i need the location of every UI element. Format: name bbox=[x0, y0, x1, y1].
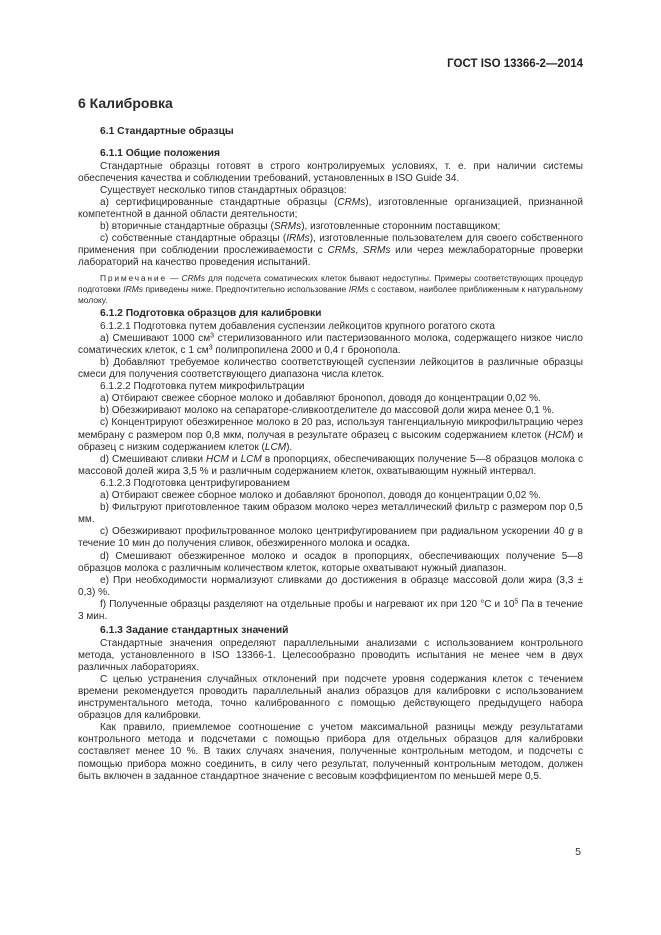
document-header: ГОСТ ISO 13366-2—2014 bbox=[447, 58, 583, 70]
sub-subsection-6-1-2-3: 6.1.2.3 Подготовка центрифугированием bbox=[100, 477, 290, 489]
list-item-d: d) Смешивают обезжиренное молоко и осадок в пропорциях, обеспечивающих получение 5—8 образцов молока с различным количеством клеток, которые охватывают нужный диапазон. bbox=[78, 550, 583, 574]
list-item-b: b) Фильтруют приготовленное таким образом молоко через металлический фильтр с размером пор 0,5 мм. bbox=[78, 502, 583, 526]
section-title: 6 Калибровка bbox=[78, 95, 173, 111]
list-item-b: b) вторичные стандартные образцы (SRMs), изготовленные сторонним поставщиком; bbox=[100, 221, 501, 233]
paragraph: Стандартные значения определяют параллельными анализами с использованием контрольного метода, установленного в ISO 13366-1. Целесообразно проводить испытания не менее чем в двух различных лабораториях. bbox=[78, 637, 583, 673]
list-item-f: f) Полученные образцы разделяют на отдельные пробы и нагревают их при 120 °С и $10^5$ Па в течение 3 мин. bbox=[78, 598, 583, 622]
list-item-a: a) Отбирают свежее сборное молоко и добавляют бронопол, доводя до концентрации 0,02 %. bbox=[100, 393, 541, 405]
paragraph: Существует несколько типов стандартных образцов: bbox=[100, 184, 347, 196]
paragraph: С целью устранения случайных отклонений при подсчете уровня содержания клеток с течением времени рекомендуется проводить параллельный анализ образцов для калибровки с использованием инструментального метода, точно калиброванного с помощью действующего предыдущего набора образцов для калибровки. bbox=[78, 673, 583, 722]
sub-subsection-6-1-2-2: 6.1.2.2 Подготовка путем микрофильтрации bbox=[100, 381, 305, 393]
list-item-a: a) Смешивают 1000 $см^3$ стерилизованного или пастеризованного молока, содержащего низкое число соматических клеток, с 1 $см^3$ полипропилена 2000 и 0,4 г бронопола. bbox=[78, 332, 583, 356]
list-item-b: b) Добавляют требуемое количество соответствующей суспензии лейкоцитов в различные образцы смеси для получения соответствующего диапазона числа клеток. bbox=[78, 357, 583, 381]
list-item-d: d) Смешивают сливки HCM и LCM в пропорциях, обеспечивающих получение 5—8 образцов молока с массовой долей жира 3,5 % и различным содержанием клеток, охватывающим нужный интервал. bbox=[78, 453, 583, 477]
list-item-c: c) Обезжиривают профильтрованное молоко центрифугированием при радиальном ускорении 40 g в течение 10 мин до получения сливок, обезжиренного молока и осадка. bbox=[78, 526, 583, 550]
subsection-6-1-1: 6.1.1 Общие положения bbox=[100, 148, 220, 160]
page-number: 5 bbox=[575, 846, 581, 858]
paragraph: Как правило, приемлемое соотношение с учетом максимальной разницы между результатами контрольного метода и подсчетами с помощью прибора для отдельных образцов для калибровки составляет менее 10 %. В таких случаях значения, полученные контрольным методом, и подсчеты с помощью прибора можно соединить, в силу чего результат, полученный контрольным методом, должен быть включен в заданное стандартное значение с весовым коэффициентом по меньшей мере 0,5. bbox=[78, 722, 583, 782]
list-item-b: b) Обезжиривают молоко на сепараторе-сливкоотделителе до массовой доли жира менее 0,1 %. bbox=[100, 405, 555, 417]
sub-subsection-6-1-2-1: 6.1.2.1 Подготовка путем добавления суспензии лейкоцитов крупного рогатого скота bbox=[100, 320, 495, 332]
note-label: Примечание bbox=[100, 273, 167, 284]
list-item-a: a) Отбирают свежее сборное молоко и добавляют бронопол, доводя до концентрации 0,02 %. bbox=[100, 490, 541, 502]
note: Примечание — CRMs для подсчета соматических клеток бывают недоступны. Примеры соответствующих процедур подготовки IRMs приведены ниже. Предпочтительно использование IRMs с составом, наиболее приближенным к натуральному молоку. bbox=[78, 273, 583, 305]
paragraph: Стандартные образцы готовят в строго контролируемых условиях, т. е. при наличии системы обеспечения качества и соблюдении требований, установленных в ISO Guide 34. bbox=[78, 160, 583, 184]
list-item-c: c) собственные стандартные образцы (IRMs), изготовленные пользователем для своего собственного применения при соблюдении прослеживаемости с CRMs, SRMs или через межлабораторные проверки лабораторий на качество проведения испытаний. bbox=[78, 233, 583, 269]
list-item-e: e) При необходимости нормализуют сливками до достижения в образце массовой доли жира (3,3 ± 0,3) %. bbox=[78, 574, 583, 598]
subsection-6-1: 6.1 Стандартные образцы bbox=[100, 126, 234, 137]
subsection-6-1-3: 6.1.3 Задание стандартных значений bbox=[100, 625, 289, 637]
list-item-c: c) Концентрируют обезжиренное молоко в 20 раз, используя тангенциальную микрофильтрацию через мембрану с размером пор 0,8 мкм, получая в результате образец с высоким содержанием клеток (HCM) и образец с низким содержанием клеток (LCM). bbox=[78, 417, 583, 453]
subsection-6-1-2: 6.1.2 Подготовка образцов для калибровки bbox=[100, 308, 322, 320]
document-body bbox=[78, 95, 583, 783]
list-item-a: a) сертифицированные стандартные образцы (CRMs), изготовленные организацией, признанной компетентной в данной области деятельности; bbox=[78, 196, 583, 220]
